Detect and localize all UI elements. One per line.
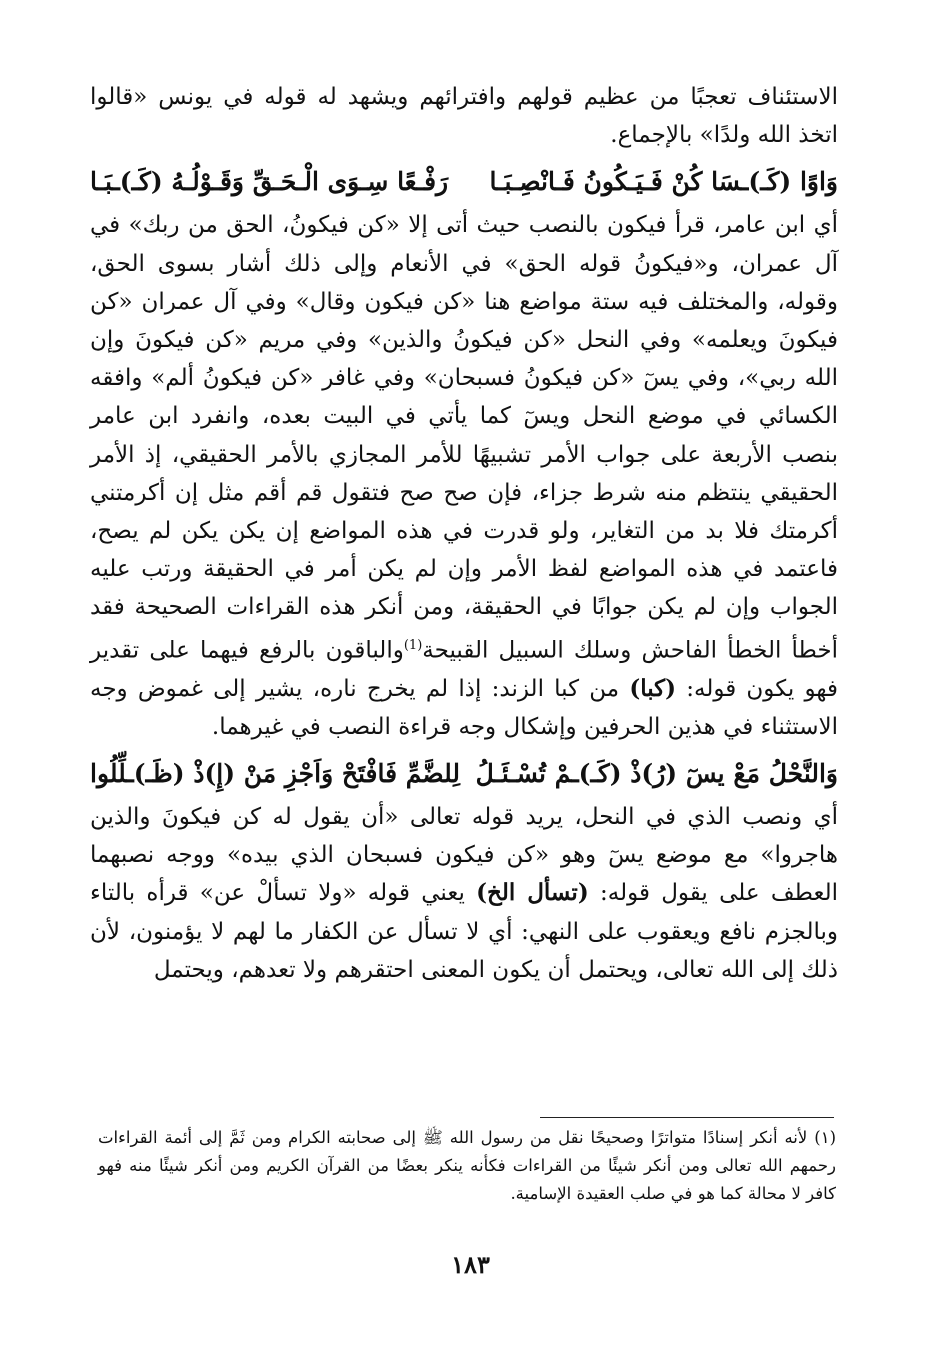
footnote-number: (١) — [814, 1128, 836, 1147]
term-kaba: (كبا) — [629, 674, 677, 702]
page-body — [90, 78, 838, 989]
paragraph-commentary-1 — [90, 206, 838, 746]
commentary-1-end: من كبا الزند: إذا لم يخرج ناره، يشير إلى غموض وجه الاستثناء في هذين الحرفين وإشكال وجه قراءة النصب في غيرهما. — [90, 675, 838, 740]
verse-1-first-hemistich: وَاوًا (كَـ)ـسَا كُنْ فَـيَـكُونُ فَـانْصِـبَـا — [489, 167, 838, 197]
page-number: ١٨٣ — [451, 1250, 490, 1279]
poem-verse-1 — [90, 160, 838, 204]
paragraph-commentary-2 — [90, 798, 838, 989]
poem-verse-2 — [90, 752, 838, 796]
verse-2-first-hemistich: وَالنَّحْلُ مَعْ يسٓ (رُ)ذْ (كَـ)ـمْ تُسْـئَـلُ — [475, 758, 838, 788]
verse-2-second-hemistich: لِلضَّمِّ فَافْتَحْ وَاَجْزِ مَنْ (إِ)ذْ (ظَـ)ـلِّلُوا — [90, 758, 460, 788]
footnotes — [98, 1124, 836, 1208]
footnote-1 — [98, 1124, 836, 1208]
commentary-2-main: أي ونصب الذي في النحل، يريد قوله تعالى «أن يقول له كن فيكونَ والذين هاجروا» مع موضع يسٓ وهو «كن فيكون فسبحان الذي بيده» ووجه نصبهما العطف على يقول قوله: — [90, 803, 839, 907]
footnote-text: لأنه أنكر إسنادًا متواترًا وصحيحًا نقل من رسول الله ﷺ إلى صحابته الكرام ومن ثَمَّ إلى أئمة القراءات رحمهم الله تعالى ومن أنكر شيئًا من القراءات فكأنه ينكر بعضًا من القرآن الكريم ومن أنكر شيئًا منه فهو كافر لا محالة كما هو في صلب العقيدة الإسامية. — [98, 1128, 836, 1203]
commentary-1-cont: والباقون بالرفع فيهما على تقدير فهو يكون قوله: — [90, 637, 838, 702]
commentary-2-end: يعني قوله «ولا تسألْ عن» قرأه بالتاء وبالجزم نافع ويعقوب على النهي: أي لا تسأل عن الكفار ما لهم لا يؤمنون، لأن ذلك إلى الله تعالى، ويحتمل أن يكون المعنى احتقرهم ولا تعدهم، ويحتمل — [90, 880, 838, 983]
verse-1-second-hemistich: رَفْـعًا سِـوَى الْـحَـقِّ وَقَـوْلُـهُ (كَـ)ـبَـا — [90, 167, 449, 197]
footnote-reference[interactable]: (1) — [403, 637, 423, 653]
footnote-separator — [540, 1117, 834, 1118]
paragraph-intro: الاستئناف تعجبًا من عظيم قولهم وافترائهم ويشهد له قوله في يونس «قالوا اتخذ الله ولدًا» بالإجماع. — [90, 84, 838, 149]
term-tasal: (تسأل الخ) — [476, 879, 589, 907]
commentary-1-main: أي ابن عامر، قرأ فيكون بالنصب حيث أتى إلا «كن فيكونُ، الحق من ربك» في آل عمران، و«فيكونُ قوله الحق» في الأنعام وإلى ذلك أشار بسوى الحق، وقوله، والمختلف فيه ستة مواضع هنا «كن فيكون وقال» وفي آل عمران «كن فيكونَ ويعلمه» وفي النحل «كن فيكونُ والذين» وفي مريم «كن فيكونَ وإن الله ربي»، وفي يسٓ «كن فيكونُ فسبحان» وفي غافر «كن فيكونُ ألم» وافقه الكسائي في موضع النحل ويسٓ كما يأتي في البيت بعده، وانفرد ابن عامر بنصب الأربعة على جواب الأمر تشبيهًا للأمر المجازي بالأمر الحقيقي، إذ الأمر الحقيقي ينتظم منه شرط جزاء، فإن صح صح فتقول قم أقم مثل إن أكرمتني أكرمتك فلا بد من التغاير، ولو قدرت في هذه المواضع إن يكن يكن لم يصح، فاعتمد في هذه المواضع لفظ الأمر وإن لم يكن أمر في الحقيقة ورتب عليه الجواب وإن لم يكن جوابًا في الحقيقة، ومن أنكر هذه القراءات الصحيحة فقد أخطأ الخطأ الفاحش وسلك السبيل القبيحة — [90, 212, 839, 664]
